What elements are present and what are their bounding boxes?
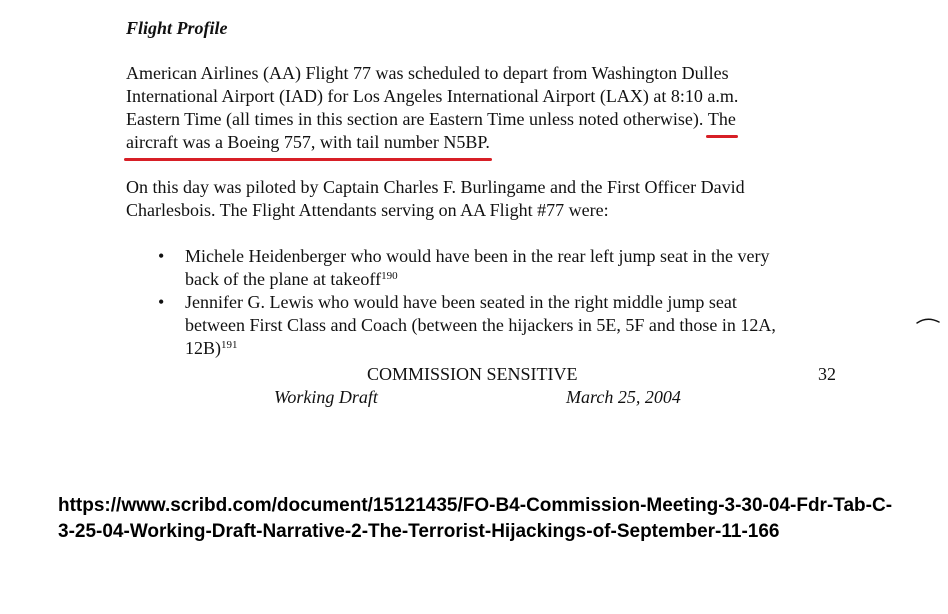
highlighted-phrase-end <box>126 131 490 154</box>
cursor-arc-icon <box>915 315 941 329</box>
sensitivity-label: COMMISSION SENSITIVE <box>367 364 578 384</box>
footnote-reference: 190 <box>381 270 398 282</box>
paragraph-1-line-3 <box>126 108 856 131</box>
bullet-icon: • <box>158 246 165 266</box>
flight-attendant-list <box>126 245 866 360</box>
footnote-reference: 191 <box>221 339 238 351</box>
list-item-line-3 <box>185 337 866 360</box>
paragraph-2-line-1: On this day was piloted by Captain Charles F. Burlingame and the First Officer David <box>126 177 745 197</box>
draft-label: Working Draft <box>274 387 378 407</box>
paragraph-1-line-1: American Airlines (AA) Flight 77 was scheduled to depart from Washington Dulles <box>126 63 729 83</box>
paragraph-1-line-3-text: Eastern Time (all times in this section are Eastern Time unless noted otherwise). <box>126 109 704 129</box>
paragraph-1-line-4 <box>126 131 856 154</box>
red-underline-mark <box>124 158 492 161</box>
highlighted-phrase-start <box>708 108 736 131</box>
list-item-line-2 <box>185 268 866 291</box>
paragraph-2-line-2: Charlesbois. The Flight Attendants serving on AA Flight #77 were: <box>126 200 609 220</box>
page-number: 32 <box>818 364 836 384</box>
list-item-line-2: between First Class and Coach (between the hijackers in 5E, 5F and those in 12A, <box>185 315 776 335</box>
source-url: https://www.scribd.com/document/15121435/FO-B4-Commission-Meeting-3-30-04-Fdr-Tab-C-3-25-04-Working-Draft-Narrative-2-The-Terrorist-Hijackings-of-September-11-166 <box>58 495 893 542</box>
highlighted-text-start: The <box>707 109 736 129</box>
red-underline-mark <box>706 135 738 138</box>
list-item <box>126 245 866 291</box>
list-item-line-1: Jennifer G. Lewis who would have been seated in the right middle jump seat <box>185 292 737 312</box>
list-item-line-3-text: 12B) <box>185 338 221 358</box>
paragraph-crew <box>126 176 856 222</box>
list-item-line-2-text: back of the plane at takeoff <box>185 269 382 289</box>
list-item-line-1: Michele Heidenberger who would have been in the rear left jump seat in the very <box>185 246 770 266</box>
list-item <box>126 291 866 360</box>
highlighted-text-end: aircraft was a Boeing 757, with tail number N5BP. <box>126 132 490 152</box>
paragraph-1-line-2: International Airport (IAD) for Los Angeles International Airport (LAX) at 8:10 a.m. <box>126 86 739 106</box>
document-date: March 25, 2004 <box>566 387 681 407</box>
paragraph-flight-details <box>126 62 856 154</box>
section-heading: Flight Profile <box>126 18 228 38</box>
bullet-icon: • <box>158 292 165 312</box>
